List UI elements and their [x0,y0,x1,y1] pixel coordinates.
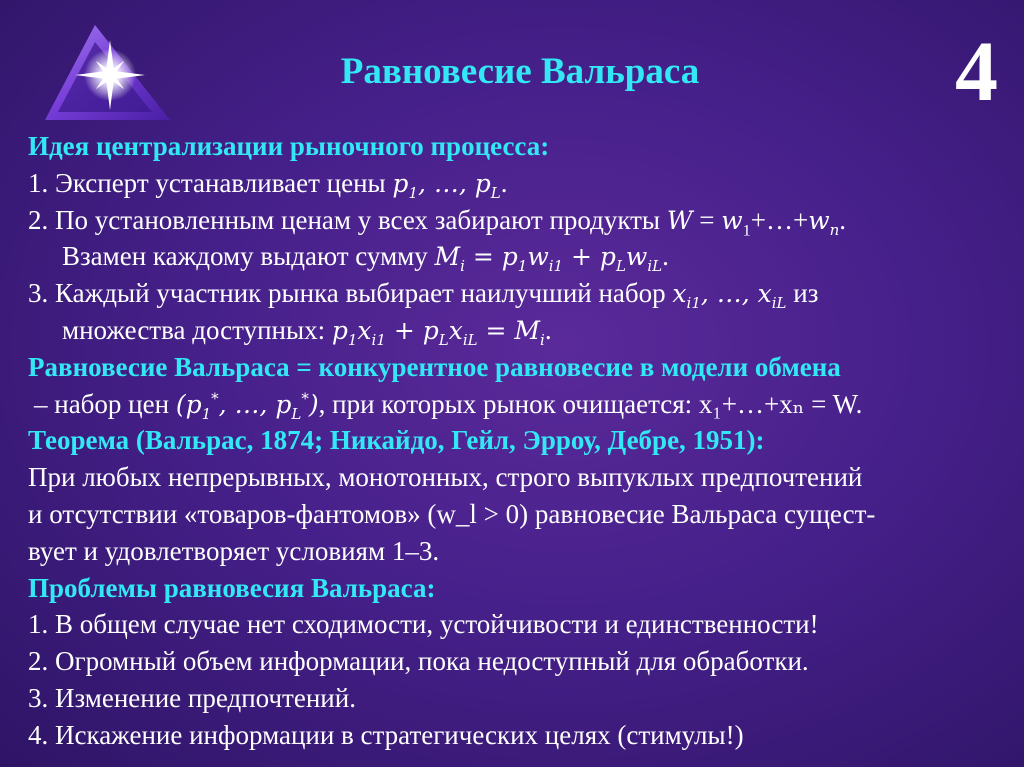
definition-line: – набор цен ($p_1^*$, …, $p_L^*$), при которых рынок очищается: x₁+…+xₙ = W. [34,388,863,423]
list-item: 2. По установленным ценам у всех забирают продукты $W = w_1+\dots+w_n$. [28,204,847,239]
problem-item: 3. Изменение предпочтений. [28,682,356,713]
list-item: 3. Каждый участник рынка выбирает наилучший набор $x_{i1}$, …, $x_{iL}$ из [28,278,819,313]
heading-walras-equilibrium: Равновесие Вальраса = конкурентное равновесие в модели обмена [28,351,841,382]
problem-item: 2. Огромный объем информации, пока недоступный для обработки. [28,646,809,677]
theorem-text: вует и удовлетворяет условиям 1–3. [28,535,440,566]
heading-problems: Проблемы равновесия Вальраса: [28,572,436,603]
list-item: 1. Эксперт устанавливает цены $p_1$, …, $p_L$. [28,167,508,202]
slide-number: 4 [955,23,998,119]
list-item-continuation: множества доступных: $p_1x_{i1} + p_Lx_{iL} = M_i$. [62,314,552,349]
theorem-text: При любых непрерывных, монотонных, строго выпуклых предпочтений [28,462,863,493]
problem-item: 4. Искажение информации в стратегических целях (стимулы!) [28,719,744,750]
list-item-continuation: Взамен каждому выдают сумму $M_i = p_1w_{i1} + p_Lw_{iL}$. [62,241,669,276]
slide-title: Равновесие Вальраса [340,51,700,92]
slide-content [28,128,1008,754]
heading-centralization: Идея централизации рыночного процесса: [28,131,550,161]
heading-theorem: Теорема (Вальрас, 1874; Никайдо, Гейл, Эрроу, Дебре, 1951): [28,425,765,456]
problem-item: 1. В общем случае нет сходимости, устойчивости и единственности! [28,609,819,640]
theorem-text: и отсутствии «товаров-фантомов» (w_l > 0) равновесие Вальраса сущест- [28,498,876,529]
